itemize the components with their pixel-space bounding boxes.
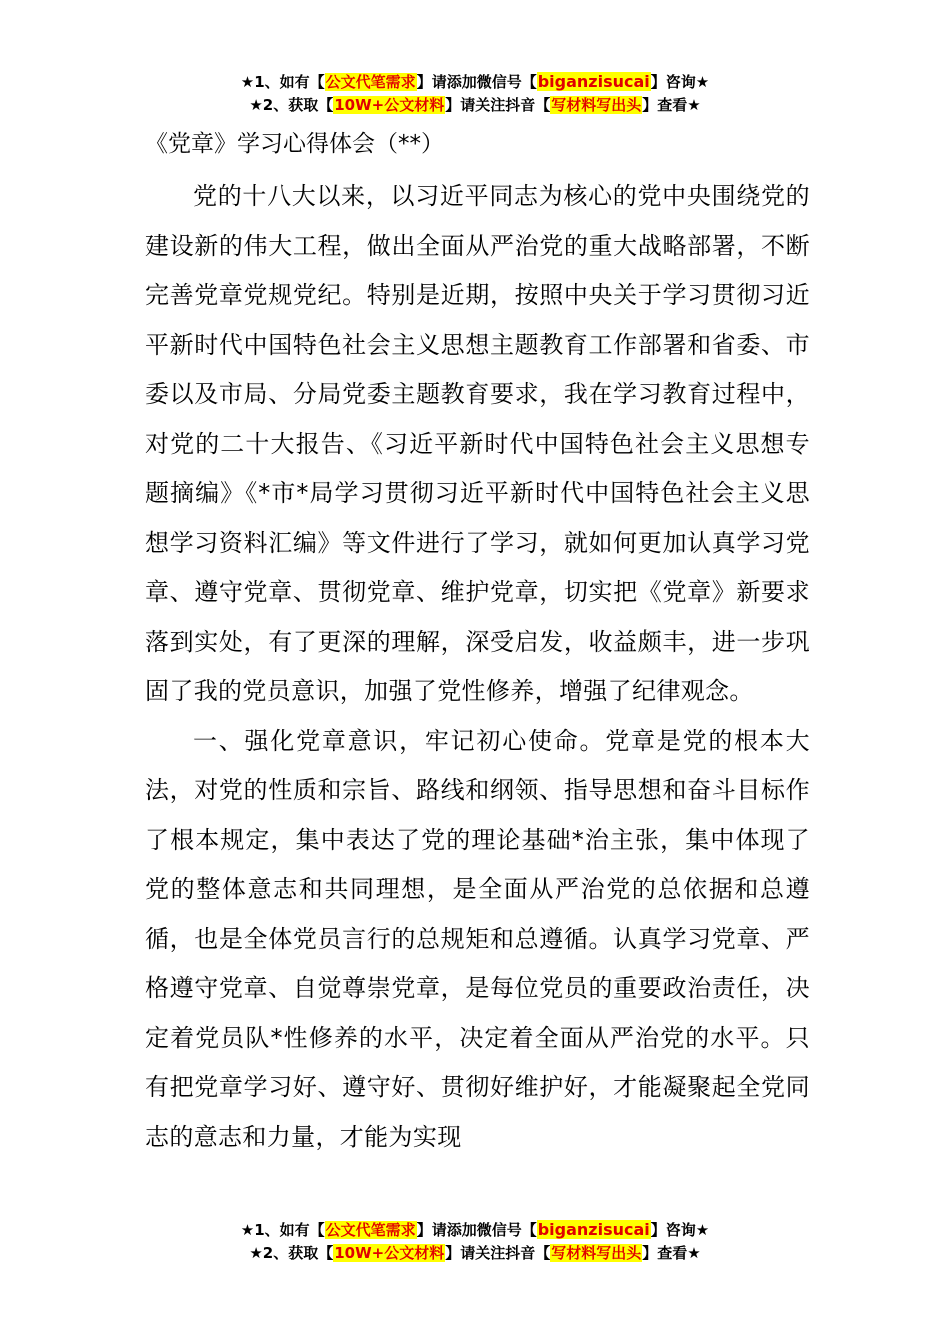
header-banner: [0, 70, 950, 117]
footer-line-1-prefix: ★1、如有【: [240, 1221, 325, 1239]
header-line-1-mid: 】请添加微信号【: [416, 73, 537, 91]
header-highlight-wechat-id: biganzisucai: [537, 72, 650, 91]
footer-line-1-suffix: 】咨询★: [650, 1221, 710, 1239]
footer-highlight-wechat-id: biganzisucai: [537, 1220, 650, 1239]
header-line-2: [0, 94, 950, 117]
document-body: [145, 124, 810, 1162]
header-line-1: [0, 70, 950, 94]
header-line-1-suffix: 】咨询★: [650, 73, 710, 91]
footer-line-2-prefix: ★2、获取【: [249, 1244, 334, 1262]
footer-line-2-suffix: 】查看★: [642, 1244, 701, 1262]
paragraph-section-one: 一、强化党章意识，牢记初心使命。党章是党的根本大法，对党的性质和宗旨、路线和纲领、指导思想和奋斗目标作了根本规定，集中表达了党的理论基础*治主张，集中体现了党的整体意志和共同理想，是全面从严治党的总依据和总遵循，也是全体党员言行的总规矩和总遵循。认真学习党章、严格遵守党章、自觉尊崇党章，是每位党员的重要政治责任，决定着党员队*性修养的水平，决定着全面从严治党的水平。只有把党章学习好、遵守好、贯彻好维护好，才能凝聚起全党同志的意志和力量，才能为实现: [145, 726, 810, 1151]
footer-highlight-materials: 10W+公文材料: [334, 1244, 445, 1262]
header-line-1-prefix: ★1、如有【: [240, 73, 325, 91]
header-highlight-ghostwriting: 公文代笔需求: [325, 73, 416, 91]
footer-line-1: [0, 1218, 950, 1242]
footer-line-2: [0, 1242, 950, 1265]
footer-line-1-mid: 】请添加微信号【: [416, 1221, 537, 1239]
header-line-2-prefix: ★2、获取【: [249, 96, 334, 114]
footer-banner: [0, 1218, 950, 1265]
header-line-2-suffix: 】查看★: [642, 96, 701, 114]
footer-line-2-mid: 】请关注抖音【: [445, 1244, 551, 1262]
paragraph-intro: 党的十八大以来，以习近平同志为核心的党中央围绕党的建设新的伟大工程，做出全面从严治党的重大战略部署，不断完善党章党规党纪。特别是近期，按照中央关于学习贯彻习近平新时代中国特色社会主义思想主题教育工作部署和省委、市委以及市局、分局党委主题教育要求，我在学习教育过程中，对党的二十大报告、《习近平新时代中国特色社会主义思想专题摘编》《*市*局学习贯彻习近平新时代中国特色社会主义思想学习资料汇编》等文件进行了学习，就如何更加认真学习党章、遵守党章、贯彻党章、维护党章，切实把《党章》新要求落到实处，有了更深的理解，深受启发，收益颇丰，进一步巩固了我的党员意识，加强了党性修养，增强了纪律观念。: [145, 182, 810, 705]
footer-highlight-ghostwriting: 公文代笔需求: [325, 1221, 416, 1239]
header-highlight-materials: 10W+公文材料: [334, 96, 445, 114]
document-title: 《党章》学习心得体会（**）: [145, 131, 444, 157]
header-line-2-mid: 】请关注抖音【: [445, 96, 551, 114]
header-highlight-douyin: 写材料写出头: [551, 96, 642, 114]
footer-highlight-douyin: 写材料写出头: [551, 1244, 642, 1262]
